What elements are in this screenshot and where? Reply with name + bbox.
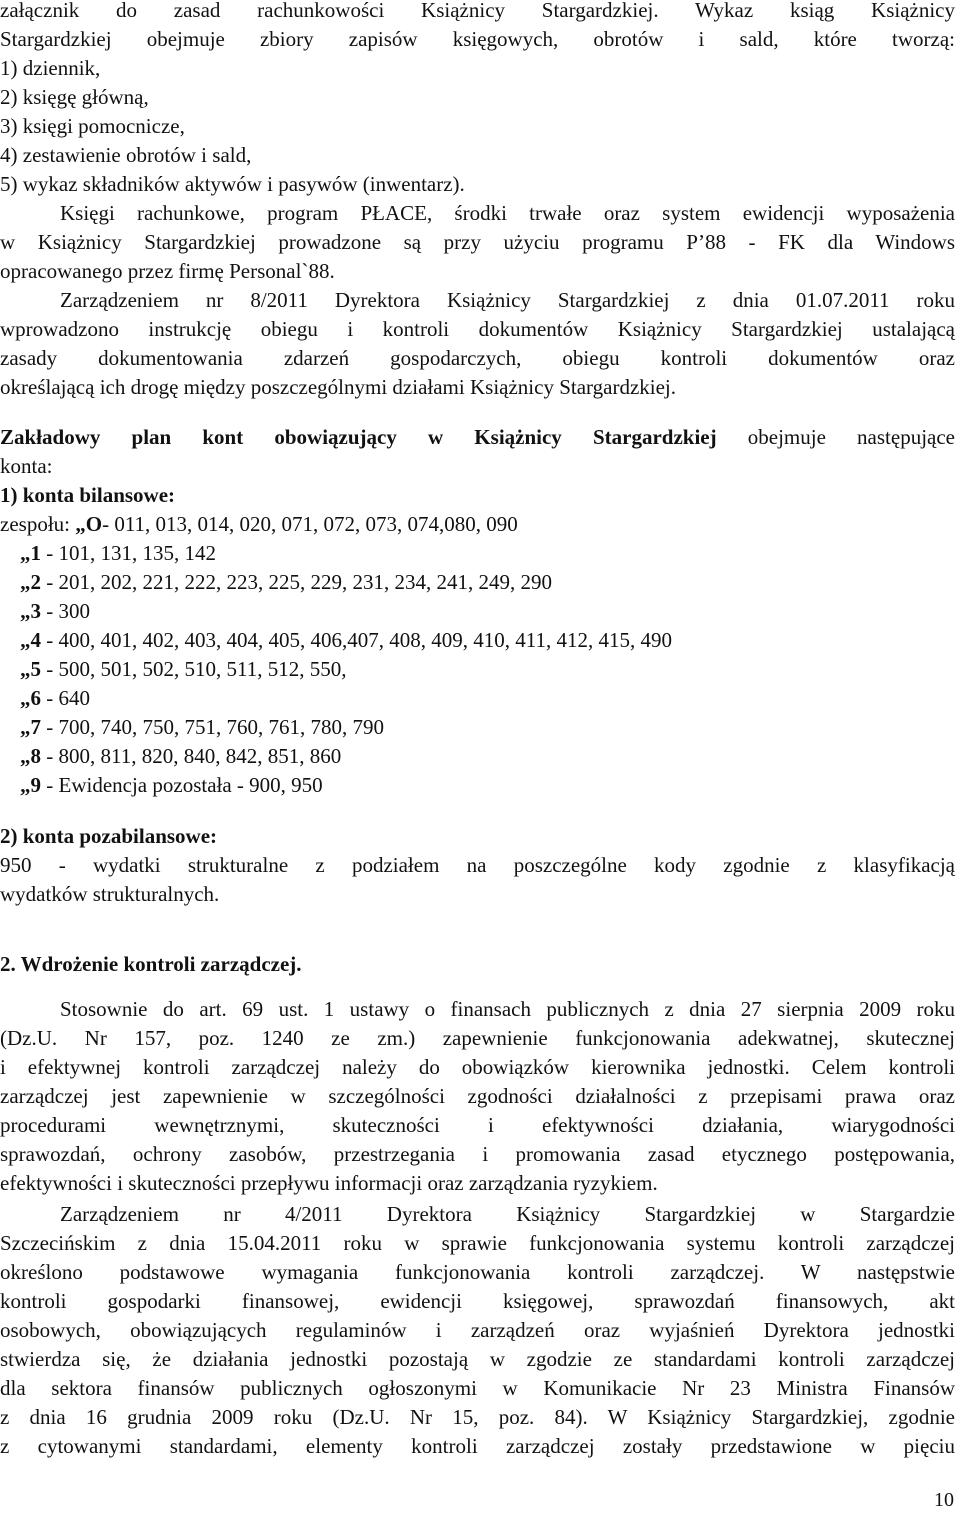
group-codes: - 201, 202, 221, 222, 223, 225, 229, 231, 234, 241, 249, 290: [41, 570, 552, 594]
group-number: O: [85, 512, 103, 536]
text-line: procedurami wewnętrznymi, skuteczności i efektywności działania, wiarygodności: [0, 1113, 955, 1137]
text-line: dla sektora finansów publicznych ogłoszonymi w Komunikacie Nr 23 Ministra Finansów: [0, 1376, 955, 1400]
account-group: „6 - 640: [20, 686, 90, 710]
text-line: stwierdza się, że działania jednostki pozostają w zgodzie ze standardami kontroli zarządczej: [0, 1347, 955, 1371]
text-line: załącznik do zasad rachunkowości Książnicy Stargardzkiej. Wykaz ksiąg Książnicy: [0, 0, 955, 22]
text-line: zarządczej jest zapewnienie w szczególności zgodności działalności z przepisami prawa oraz: [0, 1084, 955, 1108]
plan-title: Zakładowy plan kont obowiązujący w Książnicy Stargardzkiej: [0, 425, 717, 449]
group-codes: - 700, 740, 750, 751, 760, 761, 780, 790: [41, 715, 384, 739]
group-codes: - 400, 401, 402, 403, 404, 405, 406,407, 408, 409, 410, 411, 412, 415, 490: [41, 628, 672, 652]
list-item: 4) zestawienie obrotów i sald,: [0, 143, 252, 167]
text-line: wprowadzono instrukcję obiegu i kontroli dokumentów Książnicy Stargardzkiej ustalającą: [0, 317, 955, 341]
text-line: Szczecińskim z dnia 15.04.2011 roku w sprawie funkcjonowania systemu kontroli zarządczej: [0, 1231, 955, 1255]
text-line: z dnia 16 grudnia 2009 roku (Dz.U. Nr 15, poz. 84). W Książnicy Stargardzkiej, zgodnie: [0, 1405, 955, 1429]
list-item: 3) księgi pomocnicze,: [0, 114, 185, 138]
list-item: 5) wykaz składników aktywów i pasywów (inwentarz).: [0, 172, 465, 196]
account-group: „5 - 500, 501, 502, 510, 511, 512, 550,: [20, 657, 347, 681]
text-line: sprawozdań, ochrony zasobów, przestrzegania i promowania zasad etycznego postępowania,: [0, 1142, 955, 1166]
text-line: kontroli gospodarki finansowej, ewidencji księgowej, sprawozdań finansowych, akt: [0, 1289, 955, 1313]
account-group: „1 - 101, 131, 135, 142: [20, 541, 216, 565]
account-group: „8 - 800, 811, 820, 840, 842, 851, 860: [20, 744, 342, 768]
group-number: 9: [30, 773, 41, 797]
text-line: określono podstawowe wymagania funkcjonowania kontroli zarządczej. W następstwie: [0, 1260, 955, 1284]
text-line: Księgi rachunkowe, program PŁACE, środki trwałe oraz system ewidencji wyposażenia: [60, 201, 955, 225]
text-line: z cytowanymi standardami, elementy kontroli zarządczej zostały przedstawione w pięciu: [0, 1434, 955, 1458]
text-line: konta:: [0, 454, 53, 478]
group-number: 5: [30, 657, 41, 681]
page-number: 10: [934, 1489, 954, 1511]
account-group: „4 - 400, 401, 402, 403, 404, 405, 406,407, 408, 409, 410, 411, 412, 415, 490: [20, 628, 672, 652]
group-codes: - 011, 013, 014, 020, 071, 072, 073, 074,080, 090: [102, 512, 518, 536]
text-line: Stosownie do art. 69 ust. 1 ustawy o finansach publicznych z dnia 27 sierpnia 2009 roku: [60, 997, 955, 1021]
plan-intro-line: [0, 423, 955, 452]
group-number: 6: [30, 686, 41, 710]
text-line: i efektywnej kontroli zarządczej należy do obowiązków kierownika jednostki. Celem kontroli: [0, 1055, 955, 1079]
text-line: Stargardzkiej obejmuje zbiory zapisów księgowych, obrotów i sald, które tworzą:: [0, 27, 955, 51]
group-number: 2: [30, 570, 41, 594]
group-codes: - 101, 131, 135, 142: [41, 541, 216, 565]
plan-intro-rest: obejmuje następujące: [716, 425, 955, 449]
text-line: efektywności i skuteczności przepływu informacji oraz zarządzania ryzykiem.: [0, 1171, 658, 1195]
text-line: Zarządzeniem nr 4/2011 Dyrektora Książnicy Stargardzkiej w Stargardzie: [60, 1202, 955, 1226]
account-group: „2 - 201, 202, 221, 222, 223, 225, 229, 231, 234, 241, 249, 290: [20, 570, 552, 594]
list-item: 2) księgę główną,: [0, 85, 149, 109]
group-number: 4: [30, 628, 41, 652]
account-group: „9 - Ewidencja pozostała - 900, 950: [20, 773, 323, 797]
section-heading: 2. Wdrożenie kontroli zarządczej.: [0, 952, 302, 976]
group-codes: - 640: [41, 686, 90, 710]
group-number: 1: [30, 541, 41, 565]
group-prefix: zespołu:: [0, 512, 76, 536]
group-number: 3: [30, 599, 41, 623]
text-line: opracowanego przez firmę Personal`88.: [0, 259, 335, 283]
text-line: (Dz.U. Nr 157, poz. 1240 ze zm.) zapewnienie funkcjonowania adekwatnej, skutecznej: [0, 1026, 955, 1050]
text-line: określającą ich drogę między poszczególnymi działami Książnicy Stargardzkiej.: [0, 375, 677, 399]
text-line: osobowych, obowiązujących regulaminów i zarządzeń oraz wyjaśnień Dyrektora jednostki: [0, 1318, 955, 1342]
group-codes: - 300: [41, 599, 90, 623]
text-line: Zarządzeniem nr 8/2011 Dyrektora Książnicy Stargardzkiej z dnia 01.07.2011 roku: [60, 288, 955, 312]
group-number: 8: [30, 744, 41, 768]
text-line: w Książnicy Stargardzkiej prowadzone są przy użyciu programu P’88 - FK dla Windows: [0, 230, 955, 254]
account-group: „3 - 300: [20, 599, 90, 623]
group-codes: - 500, 501, 502, 510, 511, 512, 550,: [41, 657, 347, 681]
account-group: zespołu: „O- 011, 013, 014, 020, 071, 072, 073, 074,080, 090: [0, 512, 518, 536]
text-line: zasady dokumentowania zdarzeń gospodarczych, obiegu kontroli dokumentów oraz: [0, 346, 955, 370]
group-codes: - 800, 811, 820, 840, 842, 851, 860: [41, 744, 342, 768]
list-item: 1) dziennik,: [0, 56, 101, 80]
text-line: 950 - wydatki strukturalne z podziałem na poszczególne kody zgodnie z klasyfikacją: [0, 853, 955, 877]
balance-accounts-heading: 1) konta bilansowe:: [0, 483, 176, 507]
offbalance-accounts-heading: 2) konta pozabilansowe:: [0, 824, 218, 848]
group-codes: - Ewidencja pozostała - 900, 950: [41, 773, 323, 797]
group-number: 7: [30, 715, 41, 739]
account-group: „7 - 700, 740, 750, 751, 760, 761, 780, 790: [20, 715, 384, 739]
text-line: wydatków strukturalnych.: [0, 882, 220, 906]
